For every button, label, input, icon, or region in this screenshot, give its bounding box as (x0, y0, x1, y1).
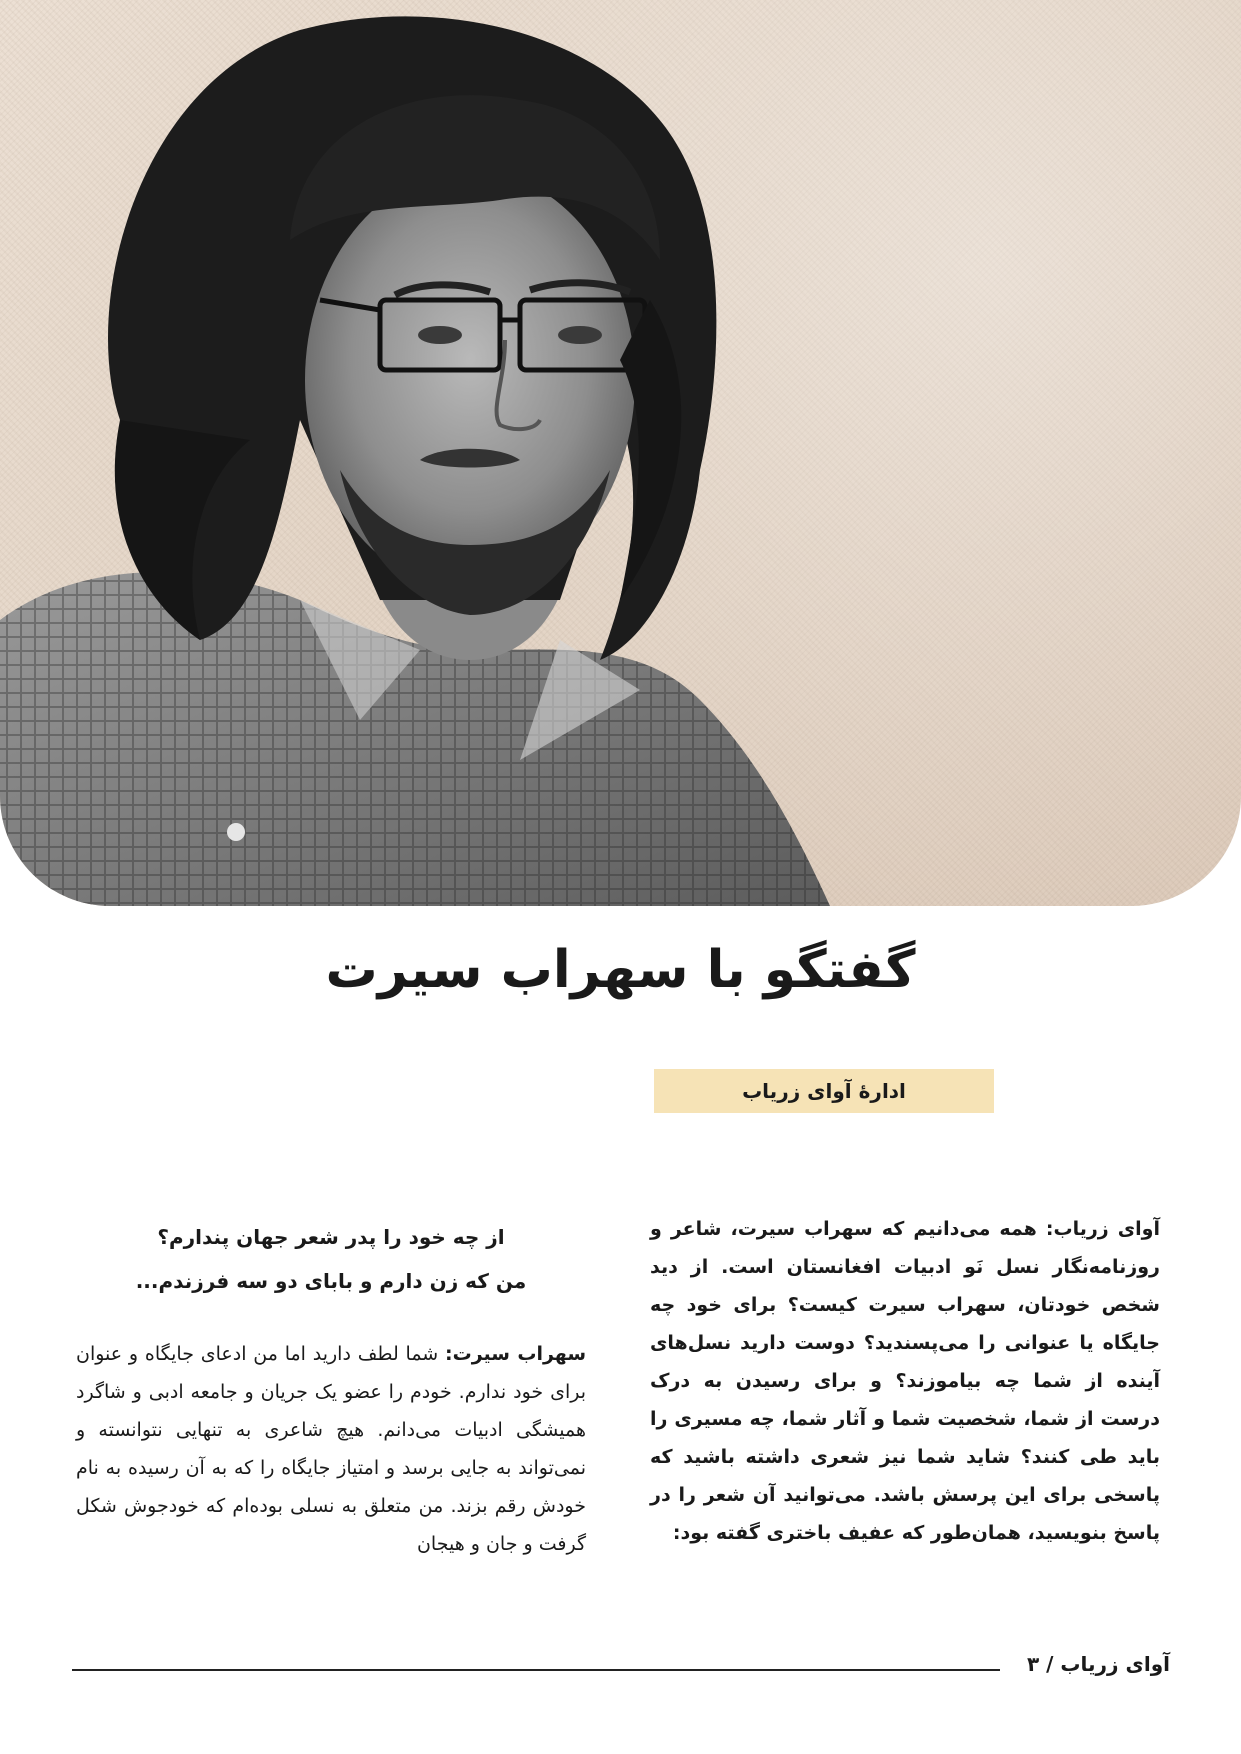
answer-text: شما لطف دارید اما من ادعای جایگاه و عنوان برای خود ندارم. خودم را عضو یک جریان و جامعه ادبی و شاگرد همیشگی ادبیات می‌دانم. هیچ شاعری به تنهایی نتوانسته و نمی‌تواند به جایی برسد و امتیاز جایگاه را که به آن رسیده به نام خودش رقم بزند. من متعلق به نسلی بوده‌ام که خودجوش شکل گرفت و جان و هیجان (76, 1343, 586, 1555)
footer-page-label: آوای زریاب / ۳ (1026, 1652, 1170, 1676)
quote-line-1: از چه خود را پدر شعر جهان پندارم؟ (157, 1225, 505, 1249)
article-title: گفتگو با سهراب سیرت (325, 940, 916, 1000)
question-paragraph (650, 1210, 1160, 1552)
poem-quote (76, 1215, 586, 1303)
answer-speaker: سهراب سیرت: (445, 1343, 587, 1365)
question-text: همه می‌دانیم که سهراب سیرت، شاعر و روزنامه‌نگار نسل نَو ادبیات افغانستان است. از دید شخص خودتان، سهراب سیرت کیست؟ برای خود چه جایگاه یا عنوانی را می‌پسندید؟ دوست دارید نسل‌های آینده از شما چه بیاموزند؟ و برای رسیدن به درک درست از شما، شخصیت شما و آثار شما، چه مسیری را باید طی کنند؟ شاید شما نیز شعری داشته باشید که پاسخی برای این پرسش باشد. می‌توانید آن شعر را در پاسخ بنویسید، همان‌طور که عفیف باختری گفته بود: (650, 1218, 1160, 1544)
question-speaker: آوای زریاب: (1045, 1218, 1161, 1240)
byline-badge: ادارۀ آوای زریاب (654, 1069, 994, 1113)
quote-line-2: من که زن دارم و بابای دو سه فرزندم... (135, 1269, 527, 1293)
answer-paragraph (76, 1335, 586, 1563)
footer-divider (72, 1669, 1000, 1671)
